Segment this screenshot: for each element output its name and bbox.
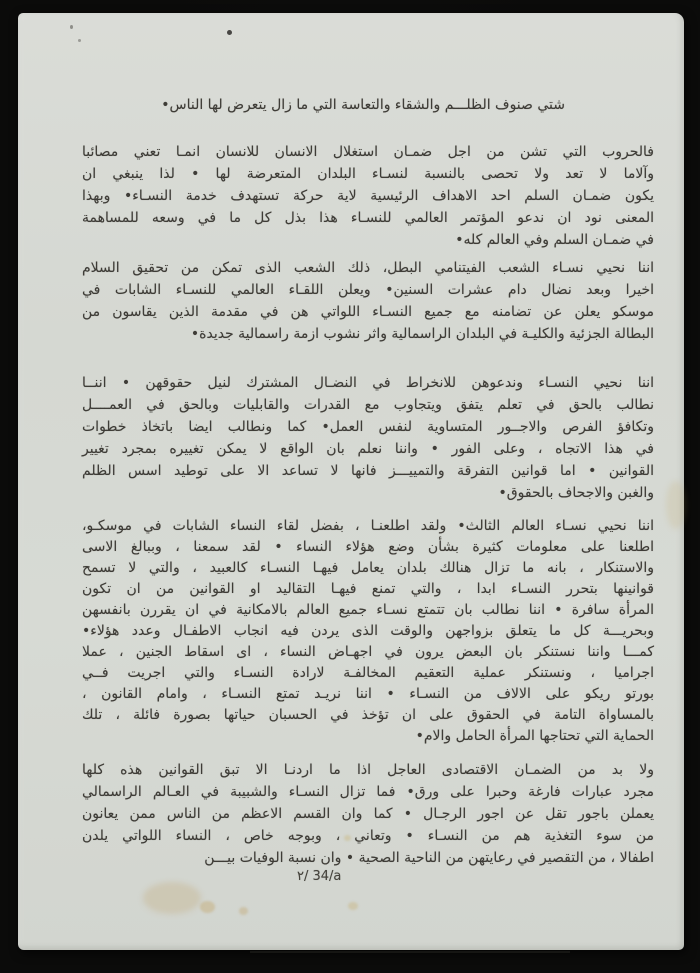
paragraph	[82, 94, 654, 116]
text-line: بالمساواة التامة في الحقوق على ان تؤخذ في الحسبان حياتها بصورة فائلة ، تلك	[82, 707, 654, 723]
speck	[70, 25, 73, 29]
paragraph	[82, 372, 654, 504]
stain	[348, 902, 358, 910]
paragraph	[82, 516, 654, 747]
text-line: ولا بد من الضمـان الاقتصادى العاجل اذا ما اردنـا الا تبق القوانين هذه كلها	[82, 762, 654, 778]
text-line: البطالة الجزئية والكليـة في البلدان الراسمالية واثر نشوب ازمة راسمالية جديدة•	[190, 326, 654, 342]
paragraph	[82, 141, 654, 251]
scan-edge-artifact	[250, 951, 570, 953]
text-line: وآلاما لا تعد ولا تحصى بالنسبة لنسـاء البلدان المتعرضة لها • لذا ينبغي ان	[82, 166, 654, 182]
text-line: موسكو يعلن عن تضامنه مع جميع النسـاء اللواتي هن في مقدمة الذين يقاسون من	[82, 304, 654, 320]
text-line: في ضمـان السلم وفي العالم كله•	[455, 232, 654, 248]
text-line: اجراميا ، ونستنكر عملية التعقيم المخالفـة لارادة النسـاء والتي اجريت فــي	[82, 665, 654, 681]
text-line: اطلعنا على معلومات كثيرة بشأن وضع هؤلاء النساء • لقد سمعنا ، وببالغ الاسى	[82, 539, 654, 555]
text-line: اننا نحيي نسـاء الشعب الفيتنامي البطل، ذلك الشعب الذى تمكن من تحقيق السلام	[82, 260, 654, 276]
text-line: اخيرا وبعد نضال دام عشرات السنين• ويعلن اللقـاء العالمي للنسـاء الشابات في	[82, 282, 654, 298]
text-line: الحماية التي تحتاجها المرأة الحامل والام•	[415, 728, 654, 744]
text-line: نطالب بالحق في تعلم يتفق ويتجاوب مع القدرات والقابليات وبالحق في العمــــل	[82, 397, 654, 413]
paragraph	[82, 257, 654, 345]
speck	[227, 30, 232, 35]
document-text	[82, 94, 654, 869]
text-line: القوانين • اما قوانين التفرقة والتمييـــز فانها لا تساعد الا على توطيد اسس الظلم	[82, 463, 654, 479]
text-line: والاستنكار ، بانه ما تزال هنالك بلدان يعامل فيهـا النسـاء كالعبيد ، والتي لا تسمح	[82, 560, 654, 576]
text-line: اننا نحيي نسـاء العالم الثالث• ولقد اطلعنـا ، بفضل لقاء النساء الشابات في موسكـو،	[82, 518, 654, 534]
text-line: كمـــا واننا نستنكر بان البعض يرون في اجهـاض النساء ، اى اسقاط الجنين ، عملا	[82, 644, 654, 660]
text-line: يكون ضمـان السلم احد الاهداف الرئيسية لاية حركة تستهدف خدمة النسـاء• وبهذا	[82, 188, 654, 204]
stain	[143, 882, 201, 914]
stain	[200, 901, 215, 913]
text-line: من سوء التغذية هم من النسـاء • وتعاني ، وبوجه خاص ، النساء اللواتي يلدن	[82, 828, 654, 844]
text-line: قوانينها بتحرر النسـاء ابدا ، والتي تمنع فيهـا التقاليد او القوانين من ان تكون	[82, 581, 654, 597]
scanned-page	[18, 13, 684, 950]
stain	[666, 481, 686, 529]
paragraph	[82, 759, 654, 869]
text-line: يعملن باجور تقل عن اجور الرجـال • كما وان القسم الاعظم من الناس ممن يعانون	[82, 806, 654, 822]
text-line: بورتو ريكو على الالاف من النسـاء • اننا نريـد تمتع النسـاء ، وامام القانون ،	[82, 686, 654, 702]
text-line: اطفالا ، من التقصير في رعايتهن من الناحية الصحية • وان نسبة الوفيات بيـــن	[204, 850, 654, 866]
text-line: في هذا الاتجاه ، وعلى الفور • واننا نعلم بان الواقع لا يمكن تغييره بمجرد تغيير	[82, 441, 654, 457]
text-line: المرأة سافرة • اننا نطالب بان تتمتع نسـاء جميع العالم بالامكانية في ان يقررن بانفسهن	[82, 602, 654, 618]
speck	[78, 39, 81, 42]
text-line: والغبن والاجحاف بالحقوق•	[498, 485, 654, 501]
text-line: مجرد عبارات فارغة وحبرا على ورق• فما تزال النسـاء والشبيبة في العـالم الراسمالي	[82, 784, 654, 800]
text-line: المعنى نود ان ندعو المؤتمر العالمي للنسـاء هذا بذل كل ما في وسعه للمساهمة	[82, 210, 654, 226]
page-number: ٢/ 34/a	[297, 869, 343, 884]
text-line: شتي صنوف الظلـــم والشقاء والتعاسة التي ما زال يتعرض لها الناس•	[161, 97, 565, 113]
stain	[239, 907, 248, 915]
text-line: فالحروب التي تشن من اجل ضمـان استغلال الانسان للانسان انمـا تعني مصائبا	[82, 144, 654, 160]
text-line: وبحريـــة كل ما يتعلق بزواجهن والوقت الذى يردن فيه انجاب الاطفـال وعدد هؤلاء•	[82, 623, 654, 639]
text-line: وتكافؤ الفرص والاجــور المتساوية لنفس العمل• كما ونطالب ايضا باتخاذ خطوات	[82, 419, 654, 435]
text-line: اننا نحيي النسـاء وندعوهن للانخراط في النضـال المشترك لنيل حقوقهن • اننــا	[82, 375, 654, 391]
